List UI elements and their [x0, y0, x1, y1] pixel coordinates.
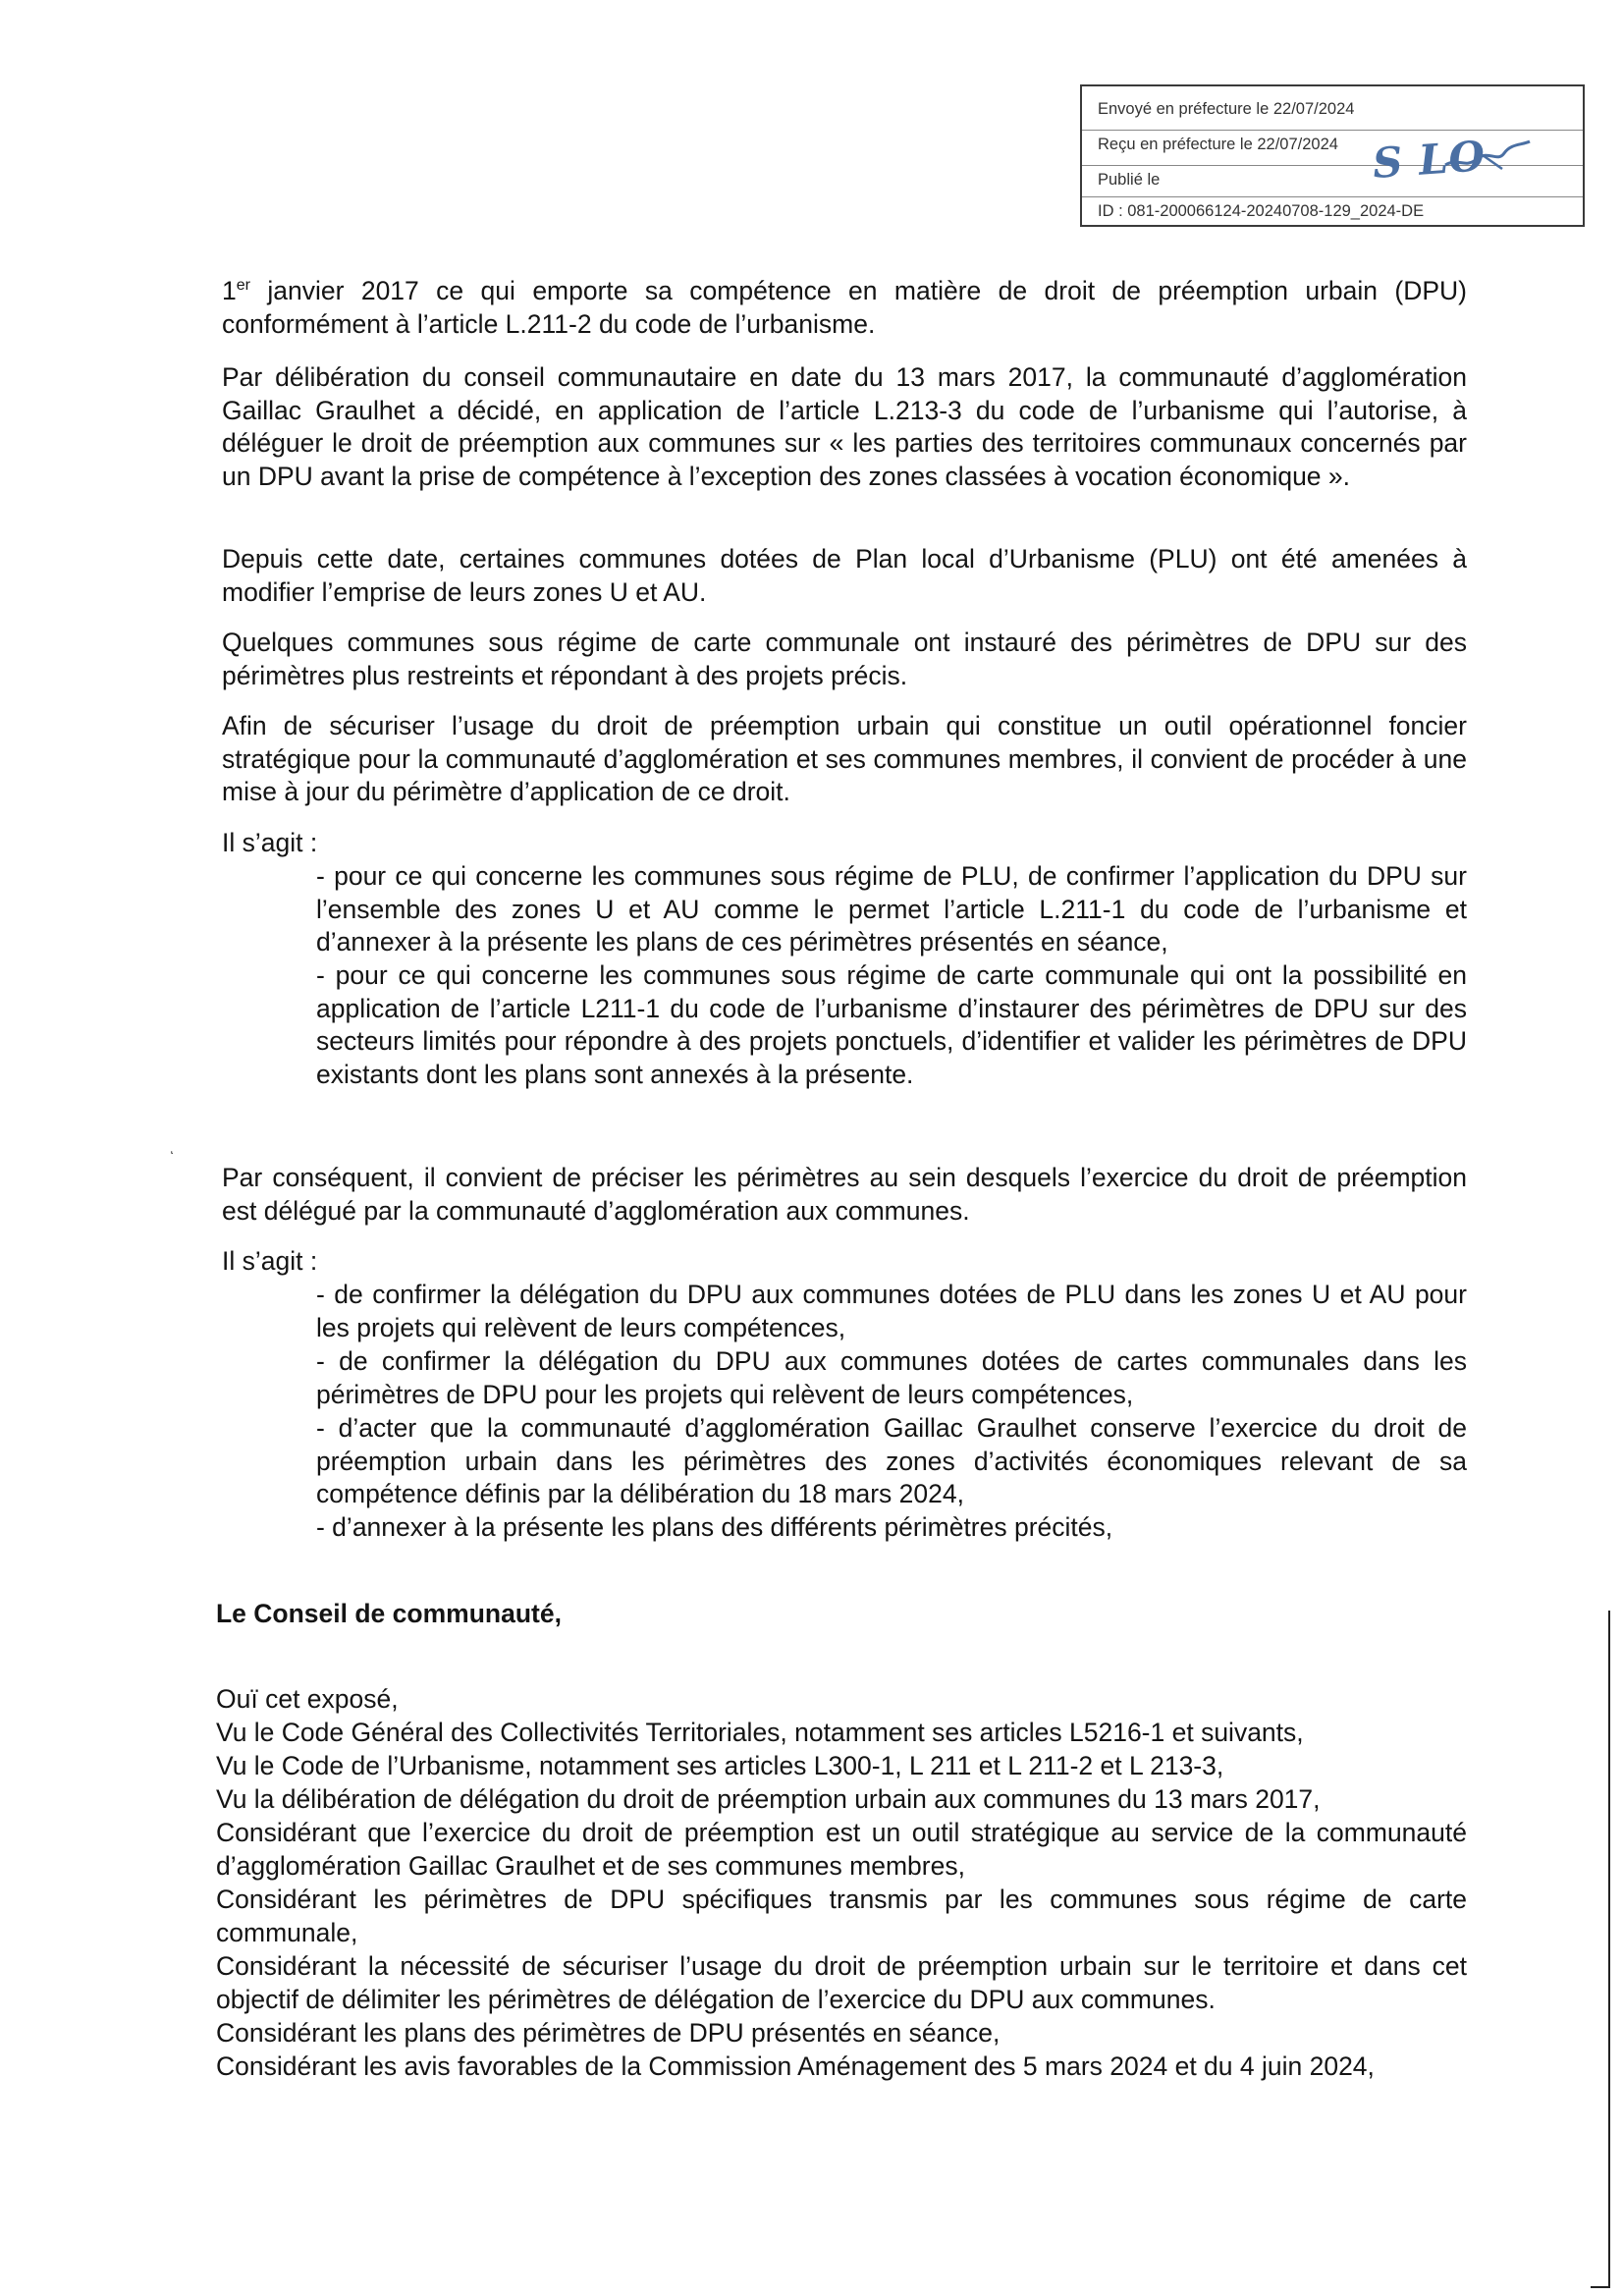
- il-sagit-1: Il s’agit :: [222, 828, 318, 857]
- stamp-publie: Publié le: [1098, 171, 1161, 189]
- paragraph-4: Quelques communes sous régime de carte communale ont instauré des périmètres de DPU sur des périmètres plus restreints et répondant à des projets précis.: [222, 628, 1467, 690]
- paragraph-1: 1er janvier 2017 ce qui emporte sa compétence en matière de droit de préemption urbain (DPU) conformément à l’article L.211-2 du code de l’urbanisme.: [222, 276, 1467, 339]
- paragraph-5: Afin de sécuriser l’usage du droit de préemption urbain qui constitue un outil opérationnel foncier stratégique pour la communauté d’agglomération et ses communes membres, il convient de procéder à une mise à jour du périmètre d’application de ce droit.: [222, 711, 1467, 806]
- list2-item-1: - de confirmer la délégation du DPU aux communes dotées de PLU dans les zones U et AU pour les projets qui relèvent de leurs compétences,: [316, 1280, 1467, 1342]
- conseil-line-3: Vu le Code de l’Urbanisme, notamment ses articles L300-1, L 211 et L 211-2 et L 213-3,: [216, 1751, 1224, 1780]
- stamp-recu: Reçu en préfecture le 22/07/2024: [1098, 136, 1338, 153]
- conseil-line-7: Considérant la nécessité de sécuriser l’usage du droit de préemption urbain sur le territoire et dans cet objectif de délimiter les périmètres de délégation de l’exercice du DPU aux communes.: [216, 1951, 1467, 2014]
- paragraph-6: Par conséquent, il convient de préciser les périmètres au sein desquels l’exercice du droit de préemption est délégué par la communauté d’agglomération aux communes.: [222, 1163, 1467, 1226]
- list2-item-2: - de confirmer la délégation du DPU aux communes dotées de cartes communales dans les périmètres de DPU pour les projets qui relèvent de leurs compétences,: [316, 1346, 1467, 1409]
- stamp-envoye: Envoyé en préfecture le 22/07/2024: [1098, 100, 1355, 118]
- conseil-line-8: Considérant les plans des périmètres de DPU présentés en séance,: [216, 2018, 1001, 2048]
- list2-item-4: - d’annexer à la présente les plans des différents périmètres précités,: [316, 1512, 1113, 1542]
- right-margin-bar: [1608, 1611, 1610, 2288]
- conseil-heading: Le Conseil de communauté,: [216, 1599, 562, 1628]
- paragraph-3: Depuis cette date, certaines communes dotées de Plan local d’Urbanisme (PLU) ont été amenées à modifier l’emprise de leurs zones U et AU.: [222, 544, 1467, 607]
- handwritten-signature: S LO: [1371, 132, 1488, 188]
- conseil-line-1: Ouï cet exposé,: [216, 1684, 399, 1714]
- il-sagit-2: Il s’agit :: [222, 1246, 318, 1276]
- conseil-line-4: Vu la délibération de délégation du droit de préemption urbain aux communes du 13 mars 2017,: [216, 1784, 1321, 1814]
- list1-item-1: - pour ce qui concerne les communes sous régime de PLU, de confirmer l’application du DPU sur l’ensemble des zones U et AU comme le permet l’article L.211-1 du code de l’urbanisme et d’annexer à la présente les plans de ces périmètres présentés en séance,: [316, 861, 1467, 957]
- conseil-line-5: Considérant que l’exercice du droit de préemption est un outil stratégique au service de la communauté d’agglomération Gaillac Graulhet et de ses communes membres,: [216, 1818, 1467, 1881]
- margin-mark: ͺ: [169, 1134, 175, 1154]
- list1-item-2: - pour ce qui concerne les communes sous régime de carte communale qui ont la possibilité en application de l’article L211-1 du code de l’urbanisme d’instaurer des périmètres de DPU sur des secteurs limités pour répondre à des projets ponctuels, d’identifier et valider les périmètres de DPU existants dont les plans sont annexés à la présente.: [316, 960, 1467, 1089]
- stamp-id: ID : 081-200066124-20240708-129_2024-DE: [1098, 202, 1425, 220]
- right-margin-foot: [1591, 2286, 1610, 2288]
- conseil-line-2: Vu le Code Général des Collectivités Territoriales, notamment ses articles L5216-1 et suivants,: [216, 1718, 1304, 1747]
- conseil-line-6: Considérant les périmètres de DPU spécifiques transmis par les communes sous régime de carte communale,: [216, 1885, 1467, 1947]
- signature-flourish-icon: [1443, 136, 1532, 175]
- paragraph-2: Par délibération du conseil communautaire en date du 13 mars 2017, la communauté d’agglomération Gaillac Graulhet a décidé, en application de l’article L.213-3 du code de l’urbanisme qui l’autorise, à déléguer le droit de préemption aux communes sur « les parties des territoires communaux concernés par un DPU avant la prise de compétence à l’exception des zones classées à vocation économique ».: [222, 362, 1467, 491]
- conseil-line-9: Considérant les avis favorables de la Commission Aménagement des 5 mars 2024 et du 4 juin 2024,: [216, 2051, 1375, 2081]
- list2-item-3: - d’acter que la communauté d’agglomération Gaillac Graulhet conserve l’exercice du droit de préemption urbain dans les périmètres des zones d’activités économiques relevant de sa compétence définis par la délibération du 18 mars 2024,: [316, 1413, 1467, 1508]
